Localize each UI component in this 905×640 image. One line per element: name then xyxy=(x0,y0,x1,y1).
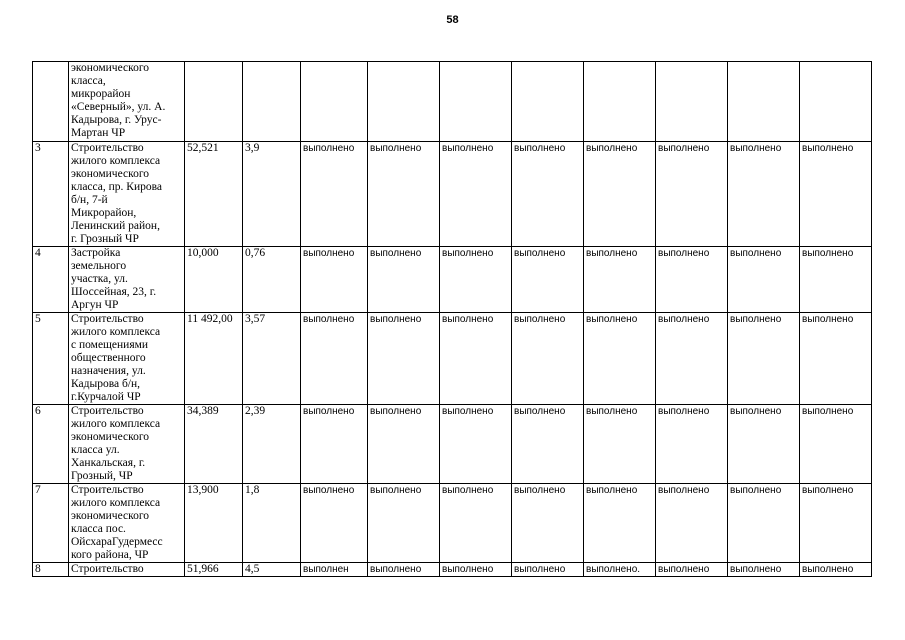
status-cell xyxy=(301,62,368,142)
status-cell: выполнен xyxy=(301,563,368,577)
value-cell xyxy=(243,62,301,142)
object-name-line: Ханкальская, г. xyxy=(71,457,146,469)
row-number-cell: 7 xyxy=(33,484,69,563)
status-cell: выполнено xyxy=(800,142,872,247)
status-cell: выполнено xyxy=(656,484,728,563)
status-cell: выполнено xyxy=(728,405,800,484)
object-name-line: земельного xyxy=(71,260,127,272)
status-cell: выполнено xyxy=(440,405,512,484)
object-name-line: общественного xyxy=(71,352,146,364)
object-name-line: жилого комплекса xyxy=(71,497,161,509)
object-name-line: жилого комплекса xyxy=(71,155,161,167)
status-cell: выполнено xyxy=(301,313,368,405)
status-cell: выполнено. xyxy=(584,563,656,577)
status-cell xyxy=(656,62,728,142)
status-cell: выполнено xyxy=(656,247,728,313)
table-row xyxy=(33,563,872,577)
status-cell: выполнено xyxy=(512,142,584,247)
status-cell: выполнено xyxy=(728,484,800,563)
object-name-line: жилого комплекса xyxy=(71,418,161,430)
object-name-line: ОйсхараГудермесс xyxy=(71,536,163,548)
status-cell: выполнено xyxy=(656,563,728,577)
status-cell: выполнено xyxy=(584,405,656,484)
object-name-line: класса ул. xyxy=(71,444,120,456)
status-cell: выполнено xyxy=(656,313,728,405)
status-cell: выполнено xyxy=(512,563,584,577)
object-name-line: Микрорайон, xyxy=(71,207,137,219)
row-number-cell xyxy=(33,62,69,142)
object-name-line: Мартан ЧР xyxy=(71,127,126,139)
object-name-line: Шоссейная, 23, г. xyxy=(71,286,157,298)
row-number-cell: 5 xyxy=(33,313,69,405)
object-name-line: класса пос. xyxy=(71,523,126,535)
value-cell: 3,9 xyxy=(243,142,301,247)
object-name-line: Застройка xyxy=(71,247,121,259)
object-name-line: жилого комплекса xyxy=(71,326,161,338)
status-cell: выполнено xyxy=(512,247,584,313)
table-row xyxy=(33,247,872,313)
row-number-cell: 3 xyxy=(33,142,69,247)
status-cell: выполнено xyxy=(440,313,512,405)
status-cell: выполнено xyxy=(440,563,512,577)
object-name-line: экономического xyxy=(71,168,150,180)
object-name-line: Строительство xyxy=(71,405,144,417)
object-name-line: кого района, ЧР xyxy=(71,549,149,561)
table-row xyxy=(33,313,872,405)
status-cell: выполнено xyxy=(584,142,656,247)
status-cell: выполнено xyxy=(728,142,800,247)
object-name-line: Аргун ЧР xyxy=(71,299,119,311)
object-name-line: Ленинский район, xyxy=(71,220,160,232)
status-cell xyxy=(800,62,872,142)
status-cell xyxy=(728,62,800,142)
table-row xyxy=(33,62,872,142)
object-name-line: микрорайон xyxy=(71,88,131,100)
value-cell: 2,39 xyxy=(243,405,301,484)
status-cell: выполнено xyxy=(440,247,512,313)
object-name-line: назначения, ул. xyxy=(71,365,146,377)
object-name-cell xyxy=(69,142,185,247)
status-cell xyxy=(584,62,656,142)
status-cell: выполнено xyxy=(656,405,728,484)
object-name-line: Грозный, ЧР xyxy=(71,470,133,482)
table-row xyxy=(33,484,872,563)
object-name-cell xyxy=(69,563,185,577)
area-cell: 11 492,00 xyxy=(185,313,243,405)
status-cell: выполнено xyxy=(584,247,656,313)
object-name-cell xyxy=(69,313,185,405)
area-cell: 52,521 xyxy=(185,142,243,247)
status-cell xyxy=(368,62,440,142)
object-name-line: «Северный», ул. А. xyxy=(71,101,166,113)
status-cell: выполнено xyxy=(440,484,512,563)
value-cell: 1,8 xyxy=(243,484,301,563)
status-cell: выполнено xyxy=(440,142,512,247)
value-cell: 4,5 xyxy=(243,563,301,577)
object-name-line: участка, ул. xyxy=(71,273,128,285)
object-name-cell xyxy=(69,484,185,563)
object-name-line: Строительство xyxy=(71,563,144,575)
status-cell: выполнено xyxy=(728,563,800,577)
status-cell: выполнено xyxy=(800,563,872,577)
status-cell: выполнено xyxy=(368,313,440,405)
status-cell: выполнено xyxy=(728,247,800,313)
area-cell: 10,000 xyxy=(185,247,243,313)
value-cell: 0,76 xyxy=(243,247,301,313)
value-cell: 3,57 xyxy=(243,313,301,405)
row-number-cell: 6 xyxy=(33,405,69,484)
status-cell: выполнено xyxy=(584,313,656,405)
status-cell: выполнено xyxy=(301,247,368,313)
status-cell: выполнено xyxy=(512,313,584,405)
status-cell: выполнено xyxy=(301,405,368,484)
status-cell: выполнено xyxy=(368,405,440,484)
object-name-line: г.Курчалой ЧР xyxy=(71,391,141,403)
status-cell: выполнено xyxy=(800,313,872,405)
object-name-line: г. Грозный ЧР xyxy=(71,233,139,245)
area-cell: 34,389 xyxy=(185,405,243,484)
area-cell xyxy=(185,62,243,142)
object-name-line: б/н, 7-й xyxy=(71,194,108,206)
table-row xyxy=(33,142,872,247)
status-cell: выполнено xyxy=(301,142,368,247)
status-cell xyxy=(440,62,512,142)
object-name-line: экономического xyxy=(71,431,150,443)
status-cell: выполнено xyxy=(584,484,656,563)
status-cell: выполнено xyxy=(512,484,584,563)
object-name-line: Строительство xyxy=(71,484,144,496)
object-name-line: с помещениями xyxy=(71,339,149,351)
object-name-line: класса, пр. Кирова xyxy=(71,181,162,193)
status-cell: выполнено xyxy=(368,142,440,247)
row-number-cell: 8 xyxy=(33,563,69,577)
page-number: 58 xyxy=(446,14,459,26)
object-name-line: Кадырова, г. Урус- xyxy=(71,114,162,126)
object-name-cell xyxy=(69,62,185,142)
status-cell: выполнено xyxy=(800,405,872,484)
status-cell: выполнено xyxy=(512,405,584,484)
object-name-line: класса, xyxy=(71,75,106,87)
area-cell: 51,966 xyxy=(185,563,243,577)
status-cell: выполнено xyxy=(728,313,800,405)
object-name-cell xyxy=(69,405,185,484)
status-cell xyxy=(512,62,584,142)
status-cell: выполнено xyxy=(368,563,440,577)
status-cell: выполнено xyxy=(368,247,440,313)
document-table xyxy=(32,61,872,577)
table-row xyxy=(33,405,872,484)
object-name-line: экономического xyxy=(71,62,150,74)
object-name-line: Кадырова б/н, xyxy=(71,378,141,390)
object-name-cell xyxy=(69,247,185,313)
object-name-line: Строительство xyxy=(71,313,144,325)
object-name-line: экономического xyxy=(71,510,150,522)
status-cell: выполнено xyxy=(301,484,368,563)
area-cell: 13,900 xyxy=(185,484,243,563)
status-cell: выполнено xyxy=(800,484,872,563)
status-cell: выполнено xyxy=(656,142,728,247)
object-name-line: Строительство xyxy=(71,142,144,154)
row-number-cell: 4 xyxy=(33,247,69,313)
status-cell: выполнено xyxy=(368,484,440,563)
status-cell: выполнено xyxy=(800,247,872,313)
